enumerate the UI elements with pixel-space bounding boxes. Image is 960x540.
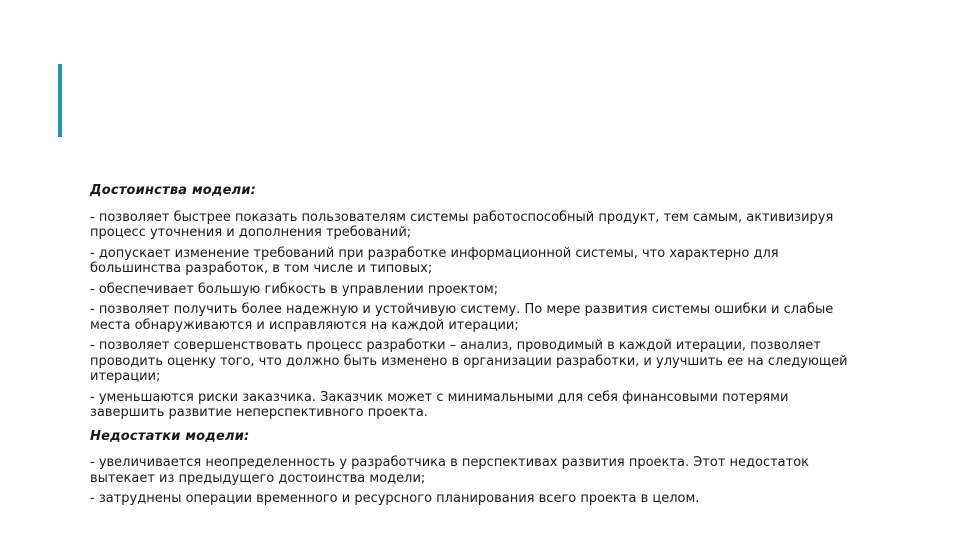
advantage-item: - уменьшаются риски заказчика. Заказчик может с минимальными для себя финансовыми потерями завершить развитие неперспективного проекта. [90,389,789,420]
disadvantage-item: - увеличивается неопределенность у разработчика в перспективах развития проекта. Этот недостаток вытекает из предыдущего достоинства модели; [90,455,810,486]
advantage-item: - позволяет совершенствовать процесс разработки – анализ, проводимый в каждой итерации, позволяет проводить оценку того, что должно быть изменено в организации разработки, и улучшить ее на следующей итерации; [90,338,848,384]
disadvantage-item: - затруднены операции временного и ресурсного планирования всего проекта в целом. [90,491,700,506]
accent-bar [58,64,62,137]
advantage-item: - позволяет получить более надежную и устойчивую систему. По мере развития системы ошибки и слабые места обнаруживаются и исправляются на каждой итерации; [90,302,834,333]
advantage-item: - допускает изменение требований при разработке информационной системы, что характерно для большинства разработок, в том числе и типовых; [90,245,779,276]
slide-content [90,183,850,512]
advantage-item: - обеспечивает большую гибкость в управлении проектом; [90,281,499,297]
advantages-heading: Достоинства модели: [90,183,257,198]
advantage-item: - позволяет быстрее показать пользователям системы работоспособный продукт, тем самым, активизируя процесс уточнения и дополнения требований; [90,209,834,240]
disadvantages-heading: Недостатки модели: [90,428,250,444]
